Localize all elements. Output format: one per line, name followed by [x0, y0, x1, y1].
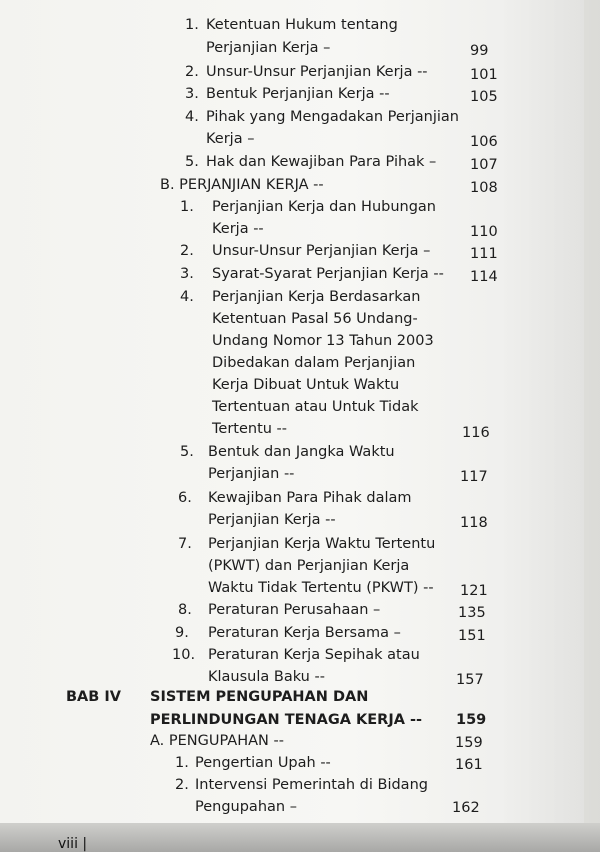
toc-entry-number: 4. — [185, 109, 199, 125]
toc-entry-number: 2. — [175, 777, 189, 793]
toc-entry-title: Kerja Dibuat Untuk Waktu — [212, 377, 400, 393]
toc-entry-number: 1. — [185, 17, 199, 33]
chapter-title: SISTEM PENGUPAHAN DAN — [150, 689, 369, 705]
toc-entry-title: Peraturan Kerja Bersama – — [208, 625, 401, 641]
toc-entry-title: Kerja -- — [212, 221, 264, 237]
toc-page-number: 117 — [460, 469, 488, 485]
chapter-title: PERLINDUNGAN TENAGA KERJA -- — [150, 712, 423, 728]
toc-entry-number: 5. — [185, 154, 199, 170]
toc-entry-title: Perjanjian Kerja Berdasarkan — [212, 289, 421, 305]
toc-entry-title: Hak dan Kewajiban Para Pihak – — [206, 154, 437, 170]
toc-entry-title: Intervensi Pemerintah di Bidang — [195, 777, 428, 793]
toc-page-number: 108 — [470, 180, 498, 196]
toc-entry-number: 1. — [180, 199, 194, 215]
toc-entry-number: 2. — [185, 64, 199, 80]
toc-entry-title: Undang Nomor 13 Tahun 2003 — [212, 333, 434, 349]
toc-page-number: 121 — [460, 583, 488, 599]
toc-entry-title: Perjanjian Kerja – — [206, 40, 331, 56]
toc-page-number: 106 — [470, 134, 498, 150]
toc-entry-title: Kewajiban Para Pihak dalam — [208, 490, 412, 506]
toc-entry-title: Peraturan Kerja Sepihak atau — [208, 647, 420, 663]
toc-page-number: 116 — [462, 425, 490, 441]
toc-entry-title: Tertentu -- — [212, 421, 288, 437]
toc-page-number: 99 — [470, 43, 489, 59]
toc-entry-title: Perjanjian Kerja Waktu Tertentu — [208, 536, 436, 552]
chapter-label: BAB IV — [66, 689, 121, 705]
toc-entry-title: (PKWT) dan Perjanjian Kerja — [208, 558, 410, 574]
toc-page-number: 162 — [452, 800, 480, 816]
toc-entry-number: 6. — [178, 490, 192, 506]
toc-entry-title: Unsur-Unsur Perjanjian Kerja -- — [206, 64, 428, 80]
toc-entry-number: 2. — [180, 243, 194, 259]
toc-entry-title: Bentuk Perjanjian Kerja -- — [206, 86, 390, 102]
toc-page-number: 159 — [456, 712, 487, 728]
toc-entry-number: 10. — [172, 647, 196, 663]
toc-section-title: A. PENGUPAHAN -- — [150, 733, 284, 749]
toc-entry-title: Bentuk dan Jangka Waktu — [208, 444, 395, 460]
toc-entry-title: Tertentuan atau Untuk Tidak — [212, 399, 419, 415]
toc-page-number: 157 — [456, 672, 484, 688]
page-curl-shadow — [500, 0, 600, 852]
toc-entry-title: Pengupahan – — [195, 799, 297, 815]
toc-entry-title: Klausula Baku -- — [208, 669, 325, 685]
toc-entry-title: Ketentuan Hukum tentang — [206, 17, 398, 33]
toc-entry-title: Perjanjian -- — [208, 466, 295, 482]
toc-page-number: 110 — [470, 224, 498, 240]
toc-entry-title: Unsur-Unsur Perjanjian Kerja – — [212, 243, 431, 259]
toc-page-number: 105 — [470, 89, 498, 105]
toc-entry-number: 3. — [180, 266, 194, 282]
toc-entry-title: Perjanjian Kerja dan Hubungan — [212, 199, 436, 215]
toc-page-number: 107 — [470, 157, 498, 173]
toc-page-number: 161 — [455, 757, 483, 773]
toc-entry-title: Perjanjian Kerja -- — [208, 512, 336, 528]
toc-entry-title: Syarat-Syarat Perjanjian Kerja -- — [212, 266, 444, 282]
toc-section-title: B. PERJANJIAN KERJA -- — [160, 177, 324, 193]
toc-entry-number: 5. — [180, 444, 194, 460]
toc-entry-title: Peraturan Perusahaan – — [208, 602, 381, 618]
toc-entry-number: 1. — [175, 755, 189, 771]
toc-entry-number: 4. — [180, 289, 194, 305]
toc-page-number: 151 — [458, 628, 486, 644]
toc-page-number: 114 — [470, 269, 498, 285]
toc-entry-number: 3. — [185, 86, 199, 102]
toc-page-number: 101 — [470, 67, 498, 83]
toc-entry-number: 9. — [175, 625, 189, 641]
page-folio: viii | — [58, 836, 88, 852]
toc-entry-title: Waktu Tidak Tertentu (PKWT) -- — [208, 580, 434, 596]
toc-entry-title: Ketentuan Pasal 56 Undang- — [212, 311, 418, 327]
toc-entry-title: Dibedakan dalam Perjanjian — [212, 355, 416, 371]
toc-entry-title: Pihak yang Mengadakan Perjanjian — [206, 109, 459, 125]
toc-page-number: 135 — [458, 605, 486, 621]
toc-page-number: 118 — [460, 515, 488, 531]
toc-entry-number: 7. — [178, 536, 192, 552]
toc-entry-title: Pengertian Upah -- — [195, 755, 331, 771]
page-bottom-edge — [0, 823, 600, 852]
toc-page-number: 111 — [470, 246, 498, 262]
toc-entry-title: Kerja – — [206, 131, 255, 147]
toc-page-number: 159 — [455, 735, 483, 751]
toc-entry-number: 8. — [178, 602, 192, 618]
